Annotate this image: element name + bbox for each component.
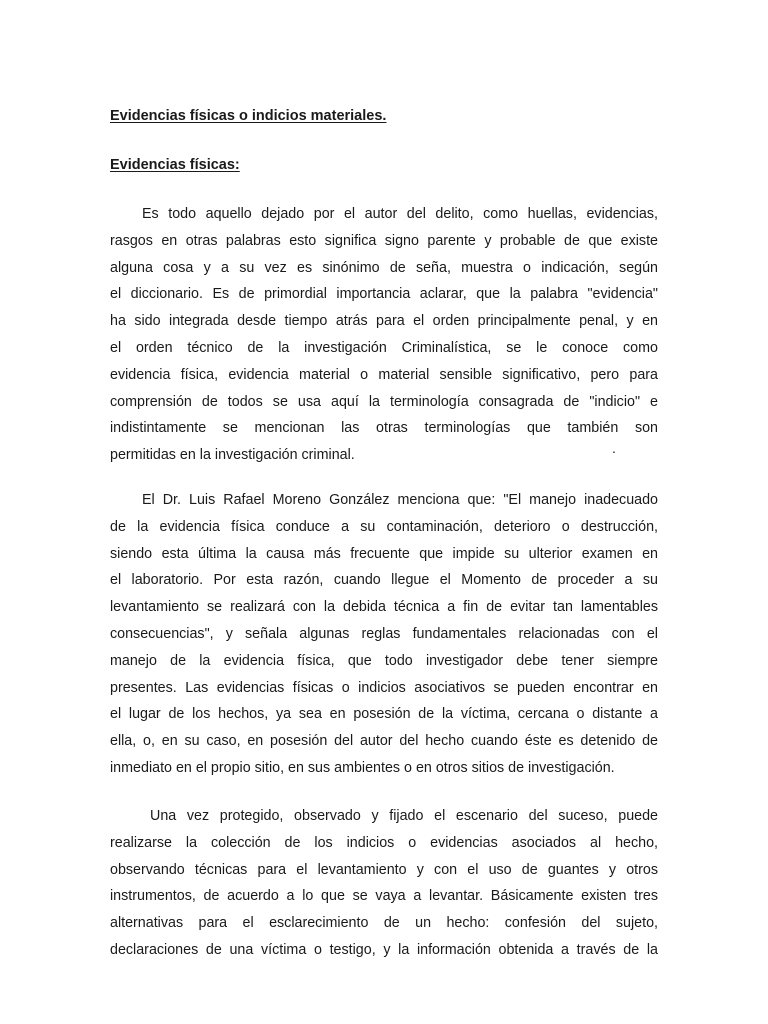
paragraph-line: El Dr. Luis Rafael Moreno González menciona que: "El manejo inadecuado <box>142 492 658 508</box>
paragraph-line: declaraciones de una víctima o testigo, y la información obtenida a través de la <box>110 941 658 958</box>
paragraph-line: presentes. Las evidencias físicas o indicios asociativos se pueden encontrar en <box>110 679 658 696</box>
paragraph-line: el orden técnico de la investigación Criminalística, se le conoce como <box>110 339 658 356</box>
paragraph-line: realizarse la colección de los indicios o evidencias asociados al hecho, <box>110 834 658 851</box>
paragraph-line: de la evidencia física conduce a su contaminación, deterioro o destrucción, <box>110 518 658 535</box>
trailing-dot: . <box>612 440 616 456</box>
paragraph-line: indistintamente se mencionan las otras terminologías que también son <box>110 420 658 437</box>
paragraph-line: evidencia física, evidencia material o material sensible significativo, pero para <box>110 366 658 383</box>
paragraph-3 <box>110 803 658 964</box>
paragraph-line: alguna cosa y a su vez es sinónimo de seña, muestra o indicación, según <box>110 259 658 276</box>
paragraph-line: rasgos en otras palabras esto significa signo parente y probable de que existe <box>110 232 658 249</box>
paragraph-line: comprensión de todos se usa aquí la terminología consagrada de "indicio" e <box>110 393 658 410</box>
paragraph-line: observando técnicas para el levantamiento y con el uso de guantes y otros <box>110 861 658 878</box>
paragraph-line: siendo esta última la causa más frecuente que impide su ulterior examen en <box>110 545 658 562</box>
paragraph-line: el diccionario. Es de primordial importancia aclarar, que la palabra "evidencia" <box>110 286 658 303</box>
paragraph-line: ella, o, en su caso, en posesión del autor del hecho cuando éste es detenido de <box>110 733 658 750</box>
paragraph-1 <box>110 201 658 469</box>
paragraph-line: consecuencias", y señala algunas reglas fundamentales relacionadas con el <box>110 625 658 642</box>
paragraph-line: el laboratorio. Por esta razón, cuando llegue el Momento de proceder a su <box>110 572 658 589</box>
section-heading: Evidencias físicas: <box>110 157 240 173</box>
document-title: Evidencias físicas o indicios materiales. <box>110 108 387 124</box>
paragraph-line: alternativas para el esclarecimiento de un hecho: confesión del sujeto, <box>110 915 658 932</box>
paragraph-line: Una vez protegido, observado y fijado el escenario del suceso, puede <box>150 808 658 824</box>
paragraph-line: permitidas en la investigación criminal. <box>110 447 355 464</box>
paragraph-line: instrumentos, de acuerdo a lo que se vaya a levantar. Básicamente existen tres <box>110 888 658 905</box>
paragraph-line: Es todo aquello dejado por el autor del delito, como huellas, evidencias, <box>142 206 658 222</box>
paragraph-line: inmediato en el propio sitio, en sus ambientes o en otros sitios de investigación. <box>110 759 615 776</box>
paragraph-line: levantamiento se realizará con la debida técnica a fin de evitar tan lamentables <box>110 599 658 616</box>
paragraph-line: manejo de la evidencia física, que todo investigador debe tener siempre <box>110 652 658 669</box>
paragraph-2 <box>110 487 658 782</box>
paragraph-line: ha sido integrada desde tiempo atrás para el orden principalmente penal, y en <box>110 313 658 330</box>
paragraph-line: el lugar de los hechos, ya sea en posesión de la víctima, cercana o distante a <box>110 706 658 723</box>
